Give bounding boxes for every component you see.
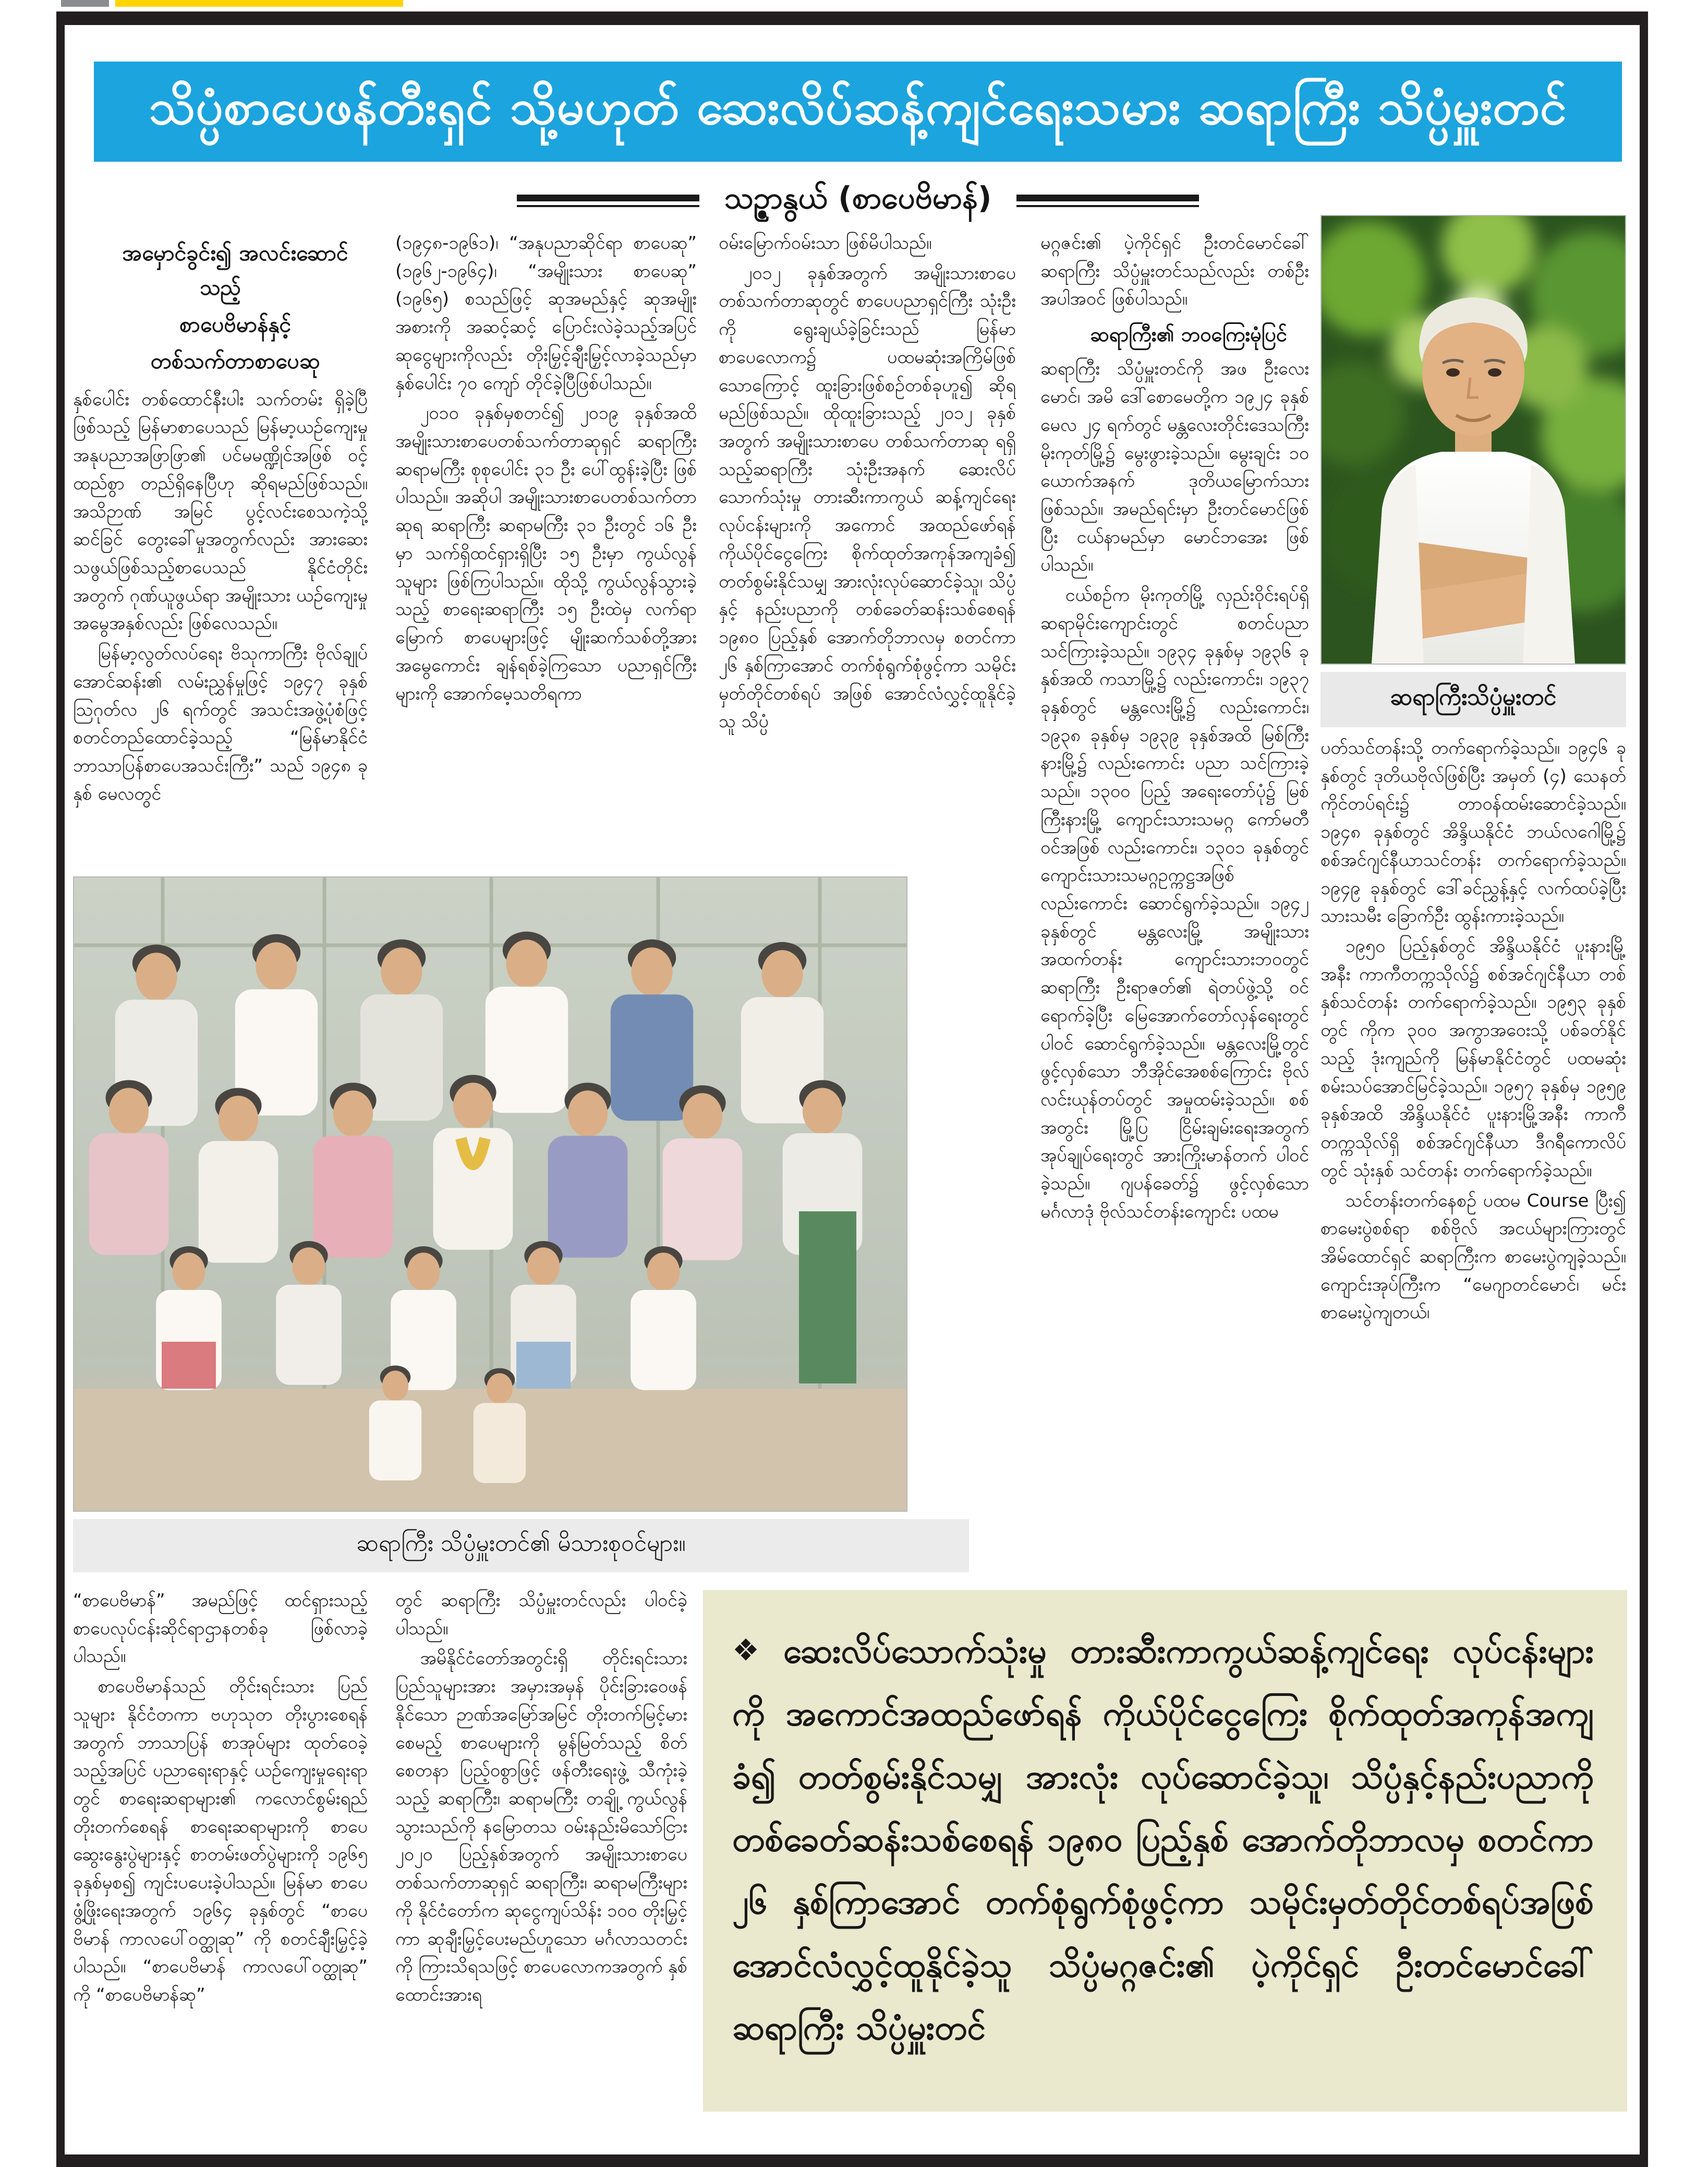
column-3-top bbox=[719, 230, 1016, 864]
bottom-column-1 bbox=[73, 1587, 368, 2144]
bottom-column-2 bbox=[395, 1587, 687, 2144]
bottom-col2-paragraph: အမိနိုင်ငံတော်အတွင်းရှိ တိုင်းရင်းသားပြည်သူများအား အမှားအမှန် ပိုင်းခြားဝေဖန်နိုင်သော ဉာဏ်အမြော်အမြင် တိုးတက်မြင့်မားစေမည့် စာပေများကို မွန်မြတ်သည့် စိတ်စေတနာ ပြည့်ဝစွာဖြင့် ဖန်တီးရေးဖွဲ့ သီကုံးခဲ့သည့် ဆရာကြီး၊ ဆရာမကြီး တချို့ ကွယ်လွန်သွားသည်ကို နမြောတသ ဝမ်းနည်းမိသော်ငြား ၂၀၂၀ ပြည့်နှစ်အတွက် အမျိုးသားစာပေတစ်သက်တာဆုရှင် ဆရာကြီး၊ ဆရာမကြီးများကို နိုင်ငံတော်က ဆုငွေကျပ်သိန်း ၁၀၀ တိုးမြှင့်ကာ ဆုချီးမြှင့်ပေးမည်ဟူသော မင်္ဂလာသတင်းကို ကြားသိရသဖြင့် စာပေလောကအတွက် နှစ်ထောင်းအားရ bbox=[395, 1648, 687, 2006]
column-2-top bbox=[395, 230, 697, 864]
column1-paragraph: နှစ်ပေါင်း တစ်ထောင်နီးပါး သက်တမ်း ရှိခဲ့ပြီဖြစ်သည့် မြန်မာစာပေသည် မြန်မာ့ယဉ်ကျေးမှု အနုပညာအဖြာဖြာ၏ ပင်မမဏ္ဍိုင်အဖြစ် ဝင့်ထည်စွာ တည်ရှိနေပြီဟု ဆိုရမည်ဖြစ်သည်။ အသိဉာဏ် အမြင် ပွင့်လင်းစေသကဲ့သို့ ဆင်ခြင် တွေးခေါ်မှုအတွက်လည်း အားဆေး သဖွယ်ဖြစ်သည့်စာပေသည် နိုင်ငံတိုင်း အတွက် ဂုဏ်ယူဖွယ်ရာ အမျိုးသား ယဉ်ကျေးမှုအမွေအနှစ်လည်း ဖြစ်လေသည်။ bbox=[73, 389, 368, 634]
pull-quote-box bbox=[703, 1590, 1627, 2112]
headline-banner bbox=[94, 62, 1622, 162]
column-4 bbox=[1040, 230, 1309, 1581]
portrait-caption-text: ဆရာကြီးသိပ္ပံမှူးတင် bbox=[1390, 684, 1557, 711]
column3-paragraph: ၂၀၁၂ ခုနှစ်အတွက် အမျိုးသားစာပေ တစ်သက်တာဆုတွင် စာပေပညာရှင်ကြီး သုံးဦးကို ရွေးချယ်ခဲ့ခြင်းသည် မြန်မာ စာပေလောက၌ ပထမဆုံးအကြိမ်ဖြစ်သောကြောင့် ထူးခြားဖြစ်စဉ်တစ်ခုဟူ၍ ဆိုရမည်ဖြစ်သည်။ ထိုထူးခြားသည့် ၂၀၁၂ ခုနှစ်အတွက် အမျိုးသားစာပေ တစ်သက်တာဆု ရရှိသည့်ဆရာကြီး သုံးဦးအနက် ဆေးလိပ် သောက်သုံးမှု တားဆီးကာကွယ် ဆန့်ကျင်ရေးလုပ်ငန်းများကို အကောင် အထည်ဖော်ရန် ကိုယ်ပိုင်ငွေကြေး စိုက်ထုတ်အကုန်အကျခံ၍ တတ်စွမ်းနိုင်သမျှ အားလုံးလုပ်ဆောင်ခဲ့သူ၊ သိပ္ပံနှင့် နည်းပညာကို တစ်ခေတ်ဆန်းသစ်စေရန် ၁၉၈၀ ပြည့်နှစ် အောက်တိုဘာလမှ စတင်ကာ ၂၆ နှစ်ကြာအောင် တက်စုံရွက်စုံဖွင့်ကာ သမိုင်းမှတ်တိုင်တစ်ရပ် အဖြစ် အောင်လံလွှင့်ထူနိုင်ခဲ့သူ သိပ္ပံ bbox=[719, 262, 1016, 732]
column-1-top bbox=[73, 236, 368, 864]
diamond-bullet-icon: ❖ bbox=[732, 1632, 759, 1668]
column4-subhead: ဆရာကြီး၏ ဘဝကြေးမုံပြင် bbox=[1090, 323, 1288, 346]
portrait-caption bbox=[1321, 672, 1626, 727]
column4-paragraph: ငယ်စဉ်က မိုးကုတ်မြို့ လှည်းဝိုင်းရပ်ရှိ ဆရာမိုင်းကျောင်းတွင် စတင်ပညာ သင်ကြားခဲ့သည်။ ၁၉၃၄ ခုနှစ်မှ ၁၉၃၆ ခုနှစ်အထိ ကသာမြို့၌ လည်းကောင်း၊ ၁၉၃၇ ခုနှစ်တွင် မန္တလေးမြို့၌ လည်းကောင်း၊ ၁၉၃၈ ခုနှစ်မှ ၁၉၃၉ ခုနှစ်အထိ မြစ်ကြီးနားမြို့၌ လည်းကောင်း ပညာ သင်ကြားခဲ့သည်။ ၁၃၀၀ ပြည့် အရေးတော်ပုံ၌ မြစ်ကြီးနားမြို့ ကျောင်းသားသမဂ္ဂ ကော်မတီဝင်အဖြစ် လည်းကောင်း၊ ၁၃၀၁ ခုနှစ်တွင် ကျောင်းသားသမဂ္ဂဥက္ကဋ္ဌအဖြစ် လည်းကောင်း ဆောင်ရွက်ခဲ့သည်။ ၁၉၄၂ ခုနှစ်တွင် မန္တလေးမြို့ အမျိုးသားအထက်တန်း ကျောင်းသားဘဝတွင် ဆရာကြီး ဦးရာဇတ်၏ ရဲတပ်ဖွဲ့သို့ ဝင်ရောက်ခဲ့ပြီး မြေအောက်တော်လှန်ရေးတွင် ပါဝင် ဆောင်ရွက်ခဲ့သည်။ မန္တလေးမြို့တွင် ဖွင့်လှစ်သော ဘီအိုင်အေစစ်ကြောင်း ဗိုလ်လင်းယုန်တပ်တွင် အမှုထမ်းခဲ့သည်။ စစ်အတွင်း မြို့ပြ ငြိမ်းချမ်းရေးအတွက် အုပ်ချုပ်ရေးတွင် အားကြိုးမာန်တက် ပါဝင်ခဲ့သည်။ ဂျပန်ခေတ်၌ ဖွင့်လှစ်သော မင်္ဂလာဒုံ ဗိုလ်သင်တန်းကျောင်း ပထမ bbox=[1040, 585, 1309, 1222]
column4-paragraph: မဂ္ဂဇင်း၏ ပဲ့ကိုင်ရှင် ဦးတင်မောင်ခေါ် ဆရာကြီး သိပ္ပံမှူးတင်သည်လည်း တစ်ဦးအပါအဝင် ဖြစ်ပါသည်။ bbox=[1040, 233, 1309, 310]
pull-quote-text: ဆေးလိပ်သောက်သုံးမှု တားဆီးကာကွယ်ဆန့်ကျင်ရေး လုပ်ငန်းများကို အကောင်အထည်ဖော်ရန် ကိုယ်ပိုင်ငွေကြေး စိုက်ထုတ်အကုန်အကျခံ၍ တတ်စွမ်းနိုင်သမျှ အားလုံး လုပ်ဆောင်ခဲ့သူ၊ သိပ္ပံနှင့်နည်းပညာကို တစ်ခေတ်ဆန်းသစ်စေရန် ၁၉၈၀ ပြည့်နှစ် အောက်တိုဘာလမှ စတင်ကာ ၂၆ နှစ်ကြာအောင် တက်စုံရွက်စုံဖွင့်ကာ သမိုင်းမှတ်တိုင်တစ်ရပ်အဖြစ် အောင်လံလွှင့်ထူနိုင်ခဲ့သူ သိပ္ပံမဂ္ဂဇင်း၏ ပဲ့ကိုင်ရှင် ဦးတင်မောင်ခေါ် ဆရာကြီး သိပ္ပံမှူးတင် bbox=[732, 1632, 1594, 2048]
column3-paragraph: ဝမ်းမြောက်ဝမ်းသာ ဖြစ်မိပါသည်။ bbox=[719, 233, 932, 254]
column5-paragraph: သင်တန်းတက်နေစဉ် ပထမ Course ပြီး၍ စာမေးပွဲစစ်ရာ စစ်ဗိုလ် အငယ်များကြားတွင် အိမ်ထောင်ရှင် ဆရာကြီးက စာမေးပွဲကျခဲ့သည်။ ကျောင်းအုပ်ကြီးက “မေဂျာတင်မောင်၊ မင်း စာမေးပွဲကျတယ်၊ bbox=[1321, 1190, 1626, 1323]
column5-paragraph: ပတ်သင်တန်းသို့ တက်ရောက်ခဲ့သည်။ ၁၉၄၆ ခုနှစ်တွင် ဒုတိယဗိုလ်ဖြစ်ပြီး အမှတ် (၄) သေနတ်ကိုင်တပ်ရင်း၌ တာဝန်ထမ်းဆောင်ခဲ့သည်။ ၁၉၄၈ ခုနှစ်တွင် အိန္ဒိယနိုင်ငံ ဘယ်လဂေါမြို့၌ စစ်အင်ဂျင်နီယာသင်တန်း တက်ရောက်ခဲ့သည်။ ၁၉၄၉ ခုနှစ်တွင် ဒေါ်ခင်ညွှန့်နှင့် လက်ထပ်ခဲ့ပြီး သားသမီး ခြောက်ဦး ထွန်းကားခဲ့သည်။ bbox=[1321, 738, 1626, 927]
family-caption bbox=[73, 1519, 969, 1572]
masthead-yellow-bar bbox=[115, 0, 403, 7]
column4-paragraph: ဆရာကြီး သိပ္ပံမှူးတင်ကို အဖ ဦးလေးမောင်၊ အမိ ဒေါ်စောမေတို့က ၁၉၂၄ ခုနှစ် မေလ ၂၄ ရက်တွင် မန္တလေးတိုင်းဒေသကြီး မိုးကုတ်မြို့၌ မွေးဖွားခဲ့သည်။ မွေးချင်း ၁၀ ယောက်အနက် ဒုတိယမြောက်သား ဖြစ်သည်။ အမည်ရင်းမှာ ဦးတင်မောင်ဖြစ်ပြီး ငယ်နာမည်မှာ မောင်ဘအေး ဖြစ်ပါသည်။ bbox=[1040, 358, 1309, 576]
column1-subhead-line2: စာပေဗိမာန်နှင့် bbox=[179, 311, 292, 337]
byline-text: သဉ္ဇာနွယ် (စာပေဗိမာန်) bbox=[724, 179, 992, 215]
family-photo bbox=[73, 876, 907, 1512]
headline-text: သိပ္ပံစာပေဖန်တီးရှင် သို့မဟုတ် ဆေးလိပ်ဆန့်ကျင်ရေးသမား ဆရာကြီး သိပ္ပံမှူးတင် bbox=[149, 79, 1567, 135]
byline-rule-left bbox=[517, 195, 699, 207]
column1-paragraph: မြန်မာ့လွတ်လပ်ရေး ဗိသုကာကြီး ဗိုလ်ချုပ်အောင်ဆန်း၏ လမ်းညွှန်မှုဖြင့် ၁၉၄၇ ခုနှစ် ဩဂုတ်လ ၂၆ ရက်တွင် အသင်းအဖွဲ့ပုံစံဖြင့် စတင်တည်ထောင်ခဲ့သည့် “မြန်မာနိုင်ငံ ဘာသာပြန်စာပေအသင်းကြီး” သည် ၁၉၄၈ ခုနှစ် မေလတွင် bbox=[73, 643, 368, 804]
byline-rule-right bbox=[1016, 195, 1199, 207]
column5-paragraph: ၁၉၅၀ ပြည့်နှစ်တွင် အိန္ဒိယနိုင်ငံ ပူးနားမြို့အနီး ကာကီတက္ကသိုလ်၌ စစ်အင်ဂျင်နီယာ တစ်နှစ်သင်တန်း တက်ရောက်ခဲ့သည်။ ၁၉၅၃ ခုနှစ်တွင် ကိုက ၃၀၀ အကွာအဝေးသို့ ပစ်ခတ်နိုင်သည့် ဒုံးကျည်ကို မြန်မာနိုင်ငံတွင် ပထမဆုံး စမ်းသပ်အောင်မြင်ခဲ့သည်။ ၁၉၅၇ ခုနှစ်မှ ၁၉၅၉ ခုနှစ်အထိ အိန္ဒိယနိုင်ငံ ပူးနားမြို့အနီး ကာကီတက္ကသိုလ်ရှိ စစ်အင်ဂျင်နီယာ ဒီဂရီကောလိပ်တွင် သုံးနှစ် သင်တန်း တက်ရောက်ခဲ့သည်။ bbox=[1321, 936, 1626, 1181]
masthead-gray-block bbox=[61, 0, 109, 7]
bottom-col1-paragraph: စာပေဗိမာန်သည် တိုင်းရင်းသား ပြည်သူများ နိုင်ငံတကာ ဗဟုသုတ တိုးပွားစေရန်အတွက် ဘာသာပြန် စာအုပ်များ ထုတ်ဝေခဲ့သည့်အပြင် ပညာရေးရာနှင့် ယဉ်ကျေးမှုရေးရာတွင် စာရေးဆရာများ၏ ကလောင်စွမ်းရည် တိုးတက်စေရန် စာရေးဆရာများကို စာပေဆွေးနွေးပွဲများနှင့် စာတမ်းဖတ်ပွဲများကို ၁၉၆၅ ခုနှစ်မှစ၍ ကျင်းပပေးခဲ့ပါသည်။ မြန်မာ စာပေဖွံ့ဖြိုးရေးအတွက် ၁၉၆၄ ခုနှစ်တွင် “စာပေဗိမာန် ကာလပေါ်ဝတ္ထုဆု” ကို စတင်ချီးမြှင့်ခဲ့ပါသည်။ “စာပေဗိမာန် ကာလပေါ်ဝတ္ထုဆု” ကို “စာပေဗိမာန်ဆု” bbox=[73, 1676, 368, 2006]
portrait-photo bbox=[1321, 215, 1626, 665]
pull-quote bbox=[732, 1620, 1594, 2060]
portrait-photo-image bbox=[1322, 216, 1625, 664]
column-5 bbox=[1321, 735, 1626, 1582]
family-caption-text: ဆရာကြီး သိပ္ပံမှူးတင်၏ မိသားစုဝင်များ။ bbox=[356, 1530, 686, 1557]
bottom-col2-paragraph: တွင် ဆရာကြီး သိပ္ပံမှူးတင်လည်း ပါဝင်ခဲ့ပါသည်။ bbox=[395, 1590, 687, 1639]
column1-subhead-line1: အမှောင်ခွင်း၍ အလင်းဆောင်သည့် bbox=[122, 240, 348, 300]
column2-paragraph: (၁၉၄၈-၁၉၆၁)၊ “အနုပညာဆိုင်ရာ စာပေဆု” (၁၉၆၂-၁၉၆၄)၊ “အမျိုးသား စာပေဆု” (၁၉၆၅) စသည်ဖြင့် ဆုအမည်နှင့် ဆုအမျိုးအစားကို အဆင့်ဆင့် ပြောင်းလဲခဲ့သည့်အပြင် ဆုငွေများကိုလည်း တိုးမြှင့်ချီးမြှင့်လာခဲ့သည်မှာ နှစ်ပေါင်း ၇၀ ကျော် တိုင်ခဲ့ပြီဖြစ်ပါသည်။ bbox=[395, 233, 697, 394]
family-photo-image bbox=[74, 877, 906, 1511]
bottom-col1-paragraph: “စာပေဗိမာန်” အမည်ဖြင့် ထင်ရှားသည့် စာပေလုပ်ငန်းဆိုင်ရာဌာနတစ်ခု ဖြစ်လာခဲ့ပါသည်။ bbox=[73, 1590, 368, 1667]
column1-subhead-line3: တစ်သက်တာစာပေဆု bbox=[150, 348, 320, 374]
column2-paragraph: ၂၀၁၀ ခုနှစ်မှစတင်၍ ၂၀၁၉ ခုနှစ်အထိ အမျိုးသားစာပေတစ်သက်တာဆုရှင် ဆရာကြီး ဆရာမကြီး စုစုပေါင်း ၃၁ ဦး ပေါ်ထွန်းခဲ့ပြီး ဖြစ်ပါသည်။ အဆိုပါ အမျိုးသားစာပေတစ်သက်တာဆုရ ဆရာကြီး ဆရာမကြီး ၃၁ ဦးတွင် ၁၆ ဦးမှာ သက်ရှိထင်ရှားရှိပြီး ၁၅ ဦးမှာ ကွယ်လွန်သူများ ဖြစ်ကြပါသည်။ ထိုသို့ ကွယ်လွန်သွားခဲ့သည့် စာရေးဆရာကြီး ၁၅ ဦးထဲမှ လက်ရာမြောက် စာပေများဖြင့် မျိုးဆက်သစ်တို့အား အမွေကောင်း ချန်ရစ်ခဲ့ကြသော ပညာရှင်ကြီးများကို အောက်မေ့သတိရကာ bbox=[395, 403, 697, 704]
